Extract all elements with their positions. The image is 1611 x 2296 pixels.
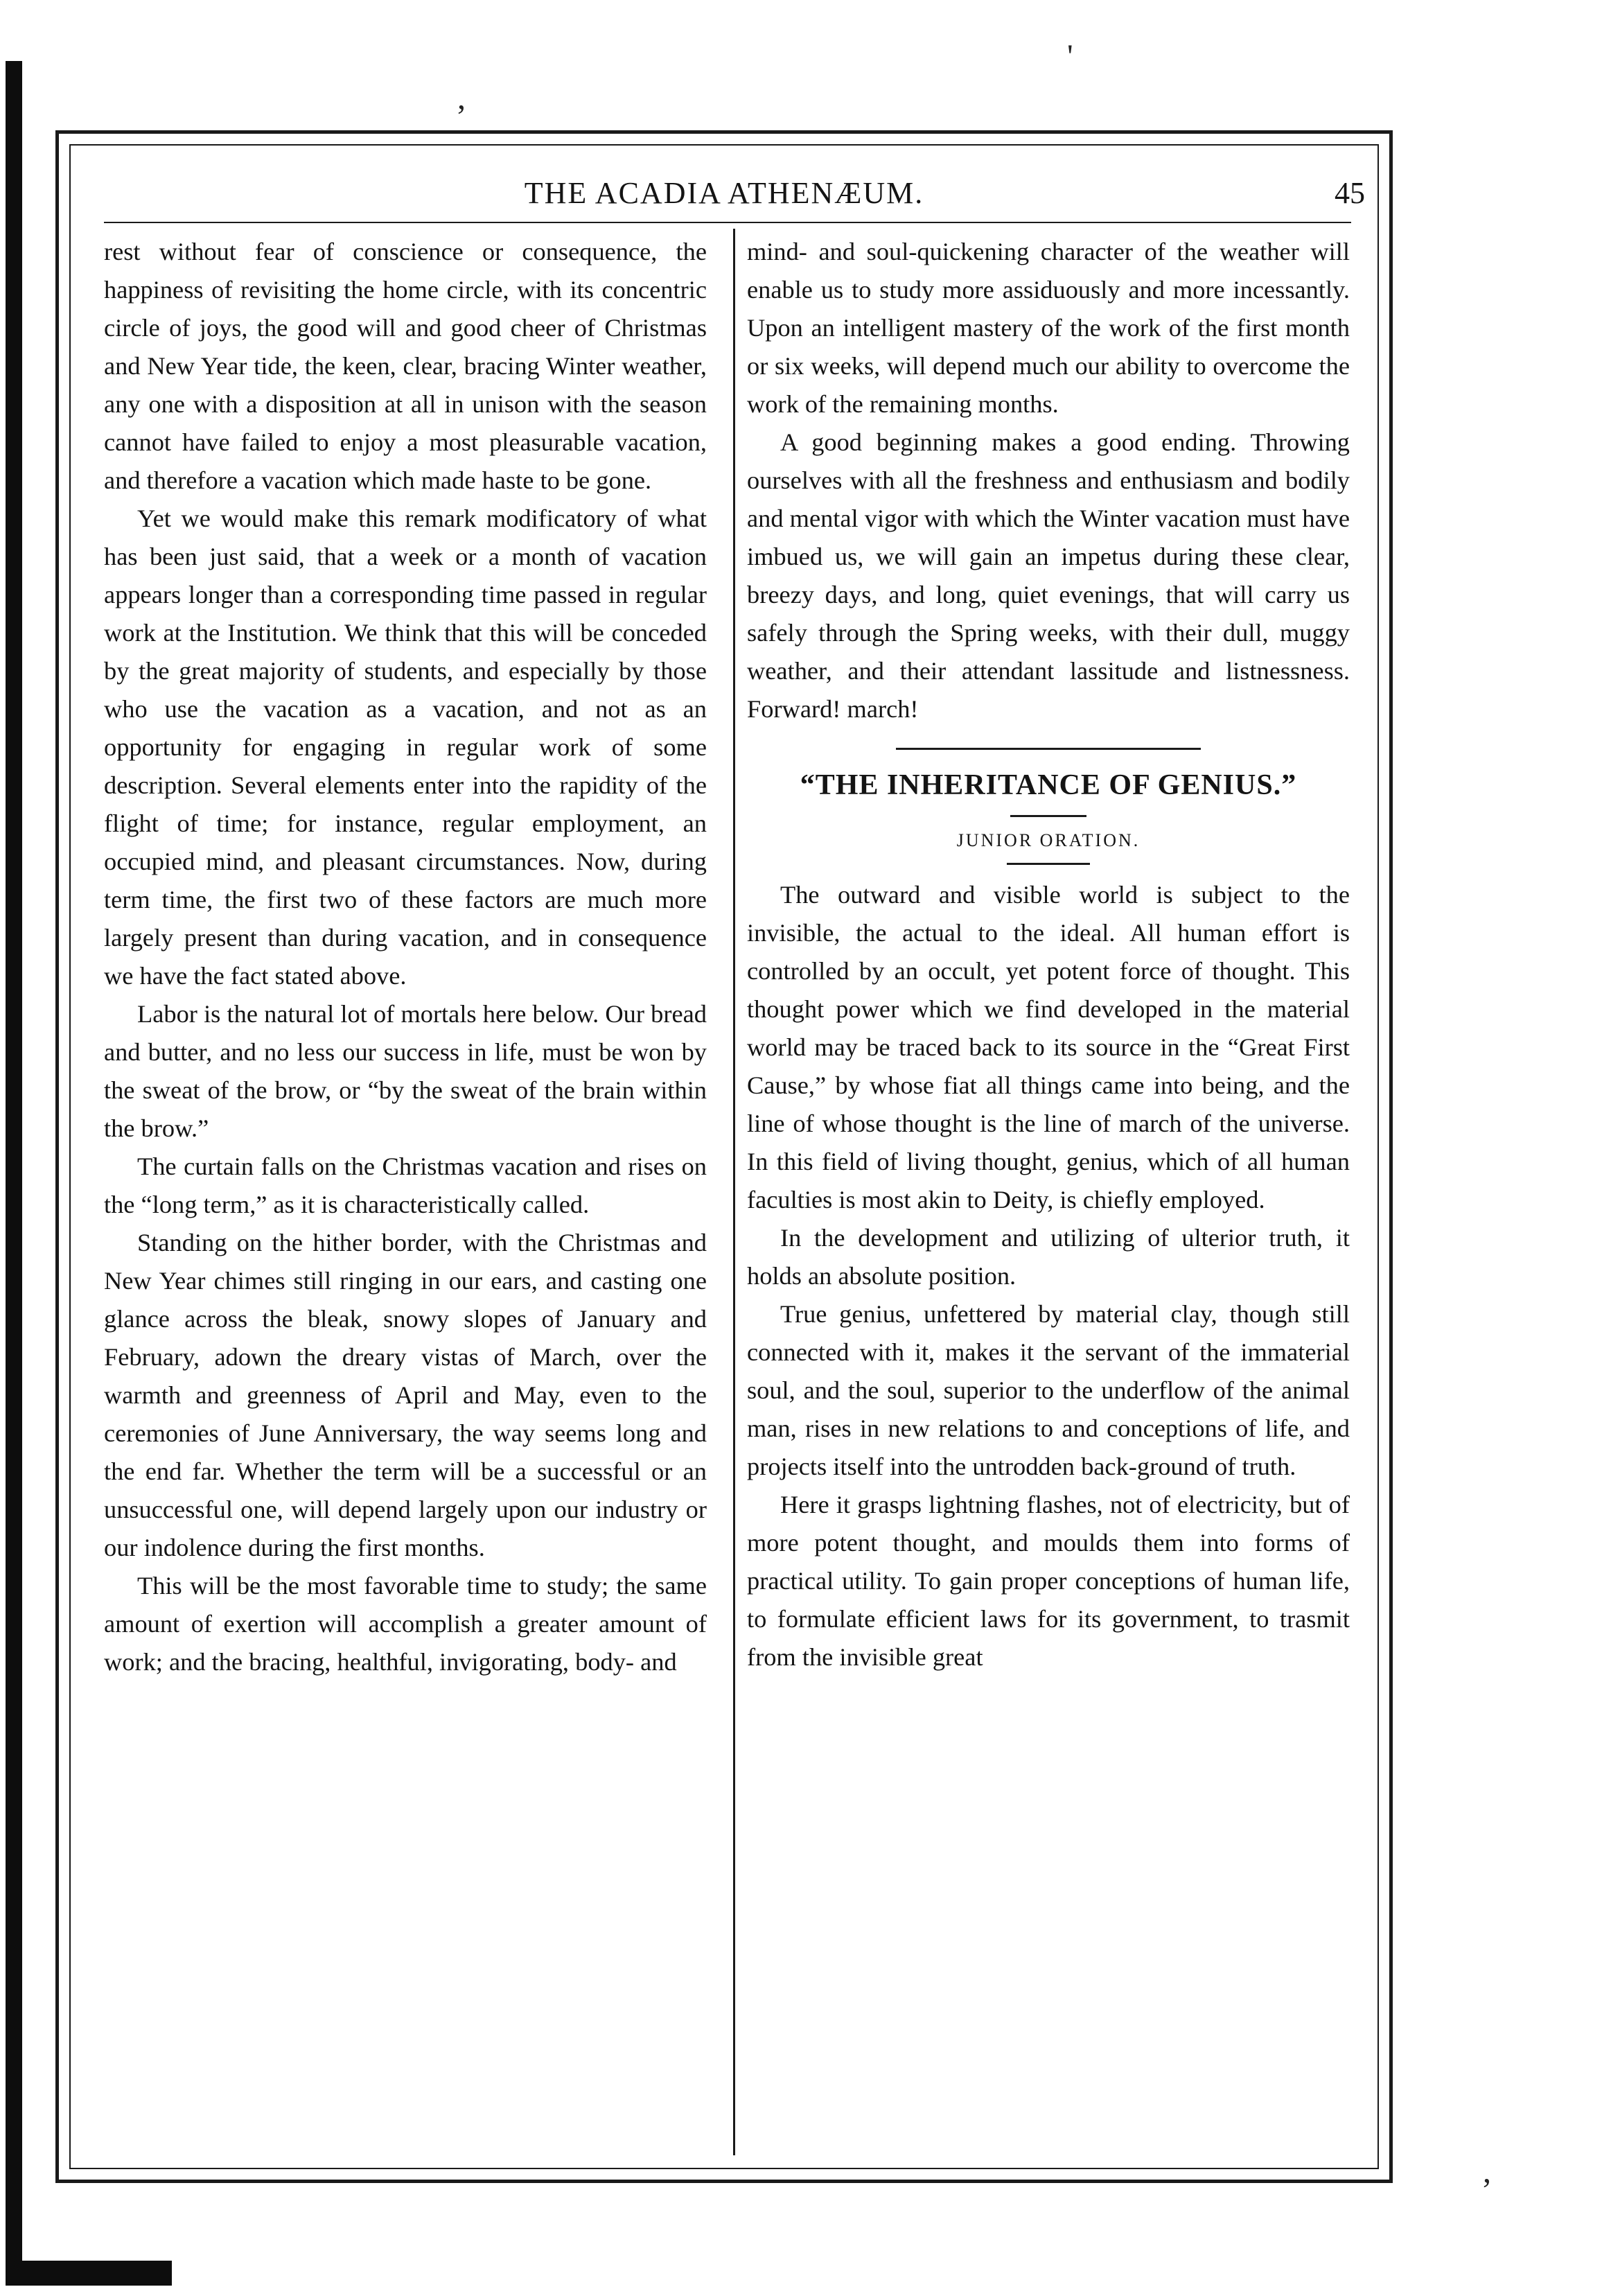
paragraph: Standing on the hither border, with the Christmas and New Year chimes still ringing in our ears, and casting one glance across the bleak, snowy slopes of January and February, adown the dreary vistas of March, over the warmth and greenness of April and May, even to the ceremonies of June Anniversary, the way seems long and the end far. Whether the term will be a successful or an unsuccessful one, will depend largely upon our industry or our indolence during the first months.	[104, 1229, 707, 1561]
page-number: 45	[1335, 176, 1365, 210]
paragraph: mind- and soul-quickening character of the weather will enable us to study more assiduously and more incessantly. Upon an intelligent mastery of the work of the first month or six weeks, will depend much our ability to overcome the work of the remaining months.	[747, 238, 1350, 418]
header-rule	[104, 222, 1351, 223]
paragraph: Here it grasps lightning flashes, not of electricity, but of more potent thought, and moulds them into forms of practical utility. To gain proper conceptions of human life, to formulate efficient laws for its government, to trasmit from the invisible great	[747, 1491, 1350, 1671]
section-divider	[896, 748, 1201, 750]
paragraph: In the development and utilizing of ulterior truth, it holds an absolute position.	[747, 1224, 1350, 1290]
scan-mark: ,	[457, 80, 466, 116]
article-title: “THE INHERITANCE OF GENIUS.”	[800, 769, 1297, 801]
paragraph: rest without fear of conscience or consequence, the happiness of revisiting the home circle, with its concentric circle of joys, the good will and good cheer of Christmas and New Year tide, the keen, clear, bracing Winter weather, any one with a disposition at all in unison with the season cannot have failed to enjoy a most pleasurable vacation, and therefore a vacation which made haste to be gone.	[104, 238, 707, 494]
paragraph: Labor is the natural lot of mortals here below. Our bread and butter, and no less our success in life, must be won by the sweat of the brow, or “by the sweat of the brain within the brow.”	[104, 1000, 707, 1142]
title-rule	[1010, 815, 1086, 817]
paragraph: The curtain falls on the Christmas vacation and rises on the “long term,” as it is characteristically called.	[104, 1153, 707, 1218]
paragraph: Yet we would make this remark modificatory of what has been just said, that a week or a month of vacation appears longer than a corresponding time passed in regular work at the Institution. We think that this will be conceded by the great majority of students, and especially by those who use the vacation as a vacation, and not as an opportunity for engaging in regular work of some description. Several elements enter into the rapidity of the flight of time; for instance, regular employment, an occupied mind, and pleasant circumstances. Now, during term time, the first two of these factors are much more largely present than during vacation, and in consequence we have the fact stated above.	[104, 505, 707, 990]
paragraph: A good beginning makes a good ending. Throwing ourselves with all the freshness and enthusiasm and bodily and mental vigor with which the Winter vacation must have imbued us, we will gain an impetus during these clear, breezy days, and long, quiet evenings, that will carry us safely through the Spring weeks, with their dull, muggy weather, and their attendant lassitude and listnessness. Forward! march!	[747, 428, 1350, 723]
scan-mark: '	[1067, 38, 1073, 75]
subtitle-rule	[1007, 863, 1090, 865]
paragraph: The outward and visible world is subject to the invisible, the actual to the ideal. All human effort is controlled by an occult, yet potent force of thought. This thought power which we find developed in the material world may be traced back to its source in the “Great First Cause,” by whose fiat all things came into being, and the line of whose thought is the line of march of the universe. In this field of living thought, genius, which of all human faculties is most akin to Deity, is chiefly employed.	[747, 881, 1350, 1213]
paragraph: This will be the most favorable time to study; the same amount of exertion will accomplish a greater amount of work; and the bracing, healthful, invigorating, body- and	[104, 1572, 707, 1676]
article-subtitle: JUNIOR ORATION.	[956, 830, 1141, 850]
paragraph: True genius, unfettered by material clay, though still connected with it, makes it the servant of the immaterial soul, and the soul, superior to the underflow of the animal man, rises in new relations to and conceptions of life, and projects itself into the untrodden back-ground of truth.	[747, 1300, 1350, 1480]
column-rule	[733, 229, 735, 2155]
scan-edge-bottom	[6, 2261, 172, 2286]
journal-title: THE ACADIA ATHENÆUM.	[524, 176, 924, 210]
scan-edge-left	[6, 61, 22, 2286]
left-column	[104, 233, 707, 1681]
running-head	[76, 169, 1372, 218]
scan-mark: ,	[1483, 2153, 1491, 2190]
right-column	[747, 233, 1350, 1676]
